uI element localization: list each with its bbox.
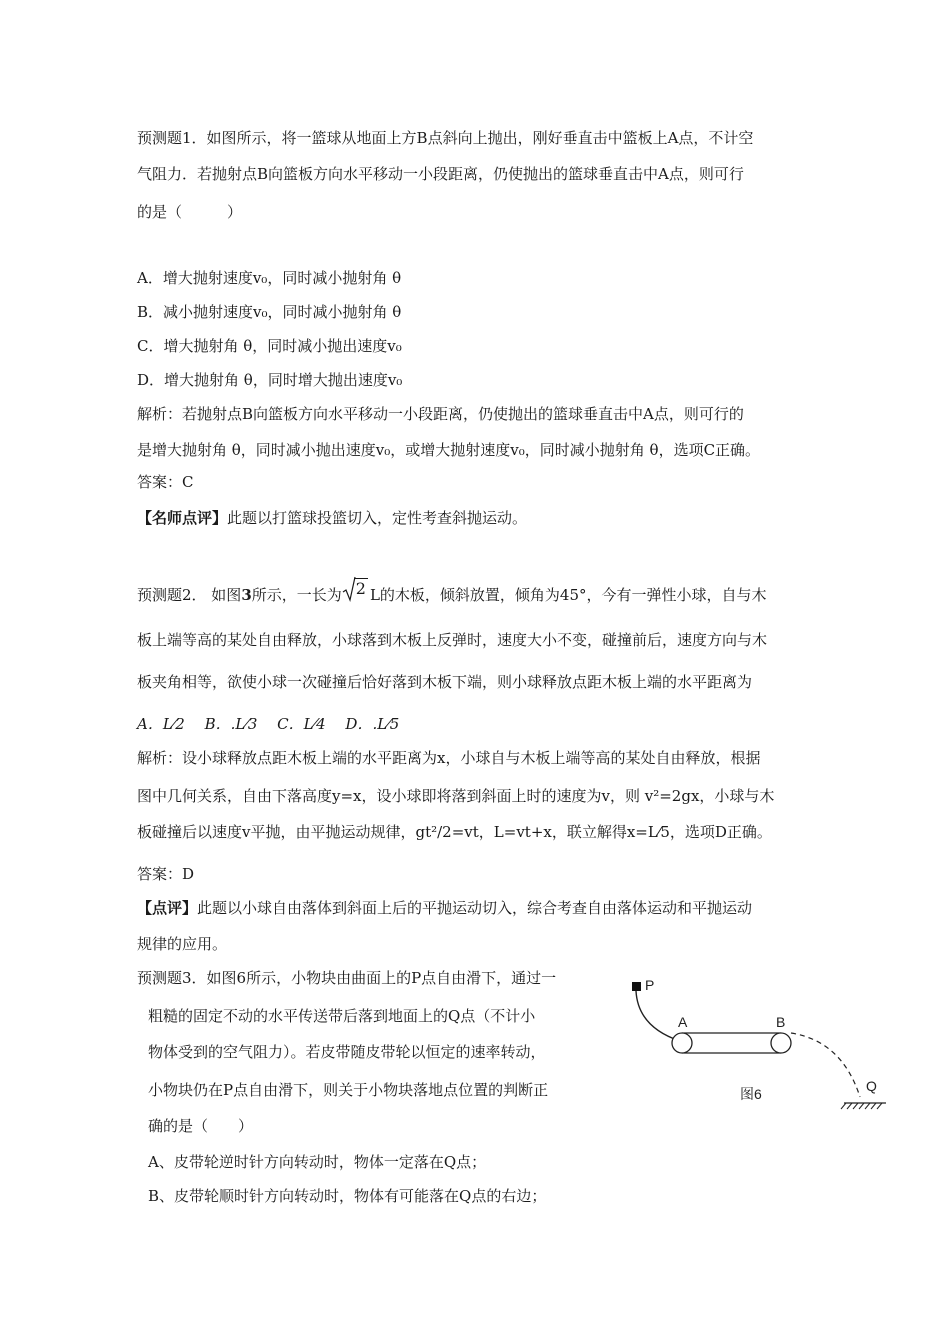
q1-stem-line2: 气阻力．若抛射点B向篮板方向水平移动一小段距离，仍使抛出的篮球垂直击中A点，则可行 [137, 165, 744, 183]
q1-option-c: C．增大抛射角 θ，同时减小抛出速度v₀ [137, 337, 402, 355]
q1-comment-text: 此题以打篮球投篮切入，定性考查斜抛运动。 [227, 509, 528, 527]
q2-options: A．L⁄2 B．.L⁄3 C．L⁄4 D．.L⁄5 [137, 715, 400, 733]
block-p [632, 982, 641, 991]
q2-prefix: 预测题2． 如图 [137, 586, 242, 604]
q2-comment-text1: 此题以小球自由落体到斜面上后的平抛运动切入，综合考查自由落体运动和平抛运动 [197, 899, 753, 917]
q3-option-a: A、皮带轮逆时针方向转动时，物体一定落在Q点； [148, 1153, 487, 1171]
figure-caption: 图6 [740, 1086, 762, 1102]
q2-rest: L的木板，倾斜放置，倾角为45°，今有一弹性小球，自与木 [369, 586, 767, 604]
q1-stem-line3: 的是（ ） [137, 203, 243, 221]
q1-comment-tag: 【名师点评】 [137, 509, 228, 527]
pulley-a [672, 1033, 692, 1053]
curved-surface [636, 991, 680, 1041]
q3-stem-line1: 预测题3．如图6所示，小物块由曲面上的P点自由滑下，通过一 [137, 969, 557, 987]
q2-stem-line2: 板上端等高的某处自由释放，小球落到木板上反弹时，速度大小不变，碰撞前后，速度方向与木 [137, 631, 768, 649]
q1-option-a: A．增大抛射速度v₀，同时减小抛射角 θ [137, 269, 402, 287]
q1-analysis-line2: 是增大抛射角 θ，同时减小抛出速度v₀，或增大抛射速度v₀，同时减小抛射角 θ，选项C正确。 [137, 441, 761, 459]
label-q: Q [866, 1078, 877, 1094]
q3-stem-line2: 粗糙的固定不动的水平传送带后落到地面上的Q点（不计小 [148, 1007, 536, 1025]
q2-analysis-line3: 板碰撞后以速度v平抛，由平抛运动规律，gt²/2=vt，L=vt+x，联立解得x=L⁄5，选项D正确。 [137, 823, 772, 841]
q1-comment [137, 508, 527, 528]
q2-analysis-line1: 解析：设小球释放点距木板上端的水平距离为x，小球自与木板上端等高的某处自由释放，根据 [137, 749, 761, 767]
q1-option-b: B．减小抛射速度v₀，同时减小抛射角 θ [137, 303, 402, 321]
q2-sqrt-number: 2 [355, 579, 366, 598]
trajectory [791, 1033, 860, 1097]
q3-stem-line5: 确的是（ ） [148, 1117, 254, 1135]
ground-hatch [841, 1103, 882, 1109]
q2-comment-line2: 规律的应用。 [137, 935, 228, 953]
q2-fig-num: 3 [241, 586, 252, 604]
pulley-b [771, 1033, 791, 1053]
figure-6 [620, 965, 890, 1115]
q2-comment-line1 [137, 898, 752, 918]
q1-stem-line1: 预测题1．如图所示，将一篮球从地面上方B点斜向上抛出，刚好垂直击中篮板上A点，不计空 [137, 129, 754, 147]
q2-analysis-line2: 图中几何关系，自由下落高度y=x，设小球即将落到斜面上时的速度为v，则 v²=2gx，小球与木 [137, 787, 775, 805]
q2-answer: 答案：D [137, 865, 195, 883]
q2-mid: 所示，一长为 [251, 586, 342, 604]
sqrt-symbol [342, 579, 368, 605]
label-p: P [645, 977, 655, 993]
q3-stem-line4: 小物块仍在P点自由滑下，则关于小物块落地点位置的判断正 [148, 1081, 549, 1099]
q3-stem-line3: 物体受到的空气阻力）。若皮带随皮带轮以恒定的速率转动， [148, 1043, 546, 1061]
q3-option-b: B、皮带轮顺时针方向转动时，物体有可能落在Q点的右边； [148, 1187, 547, 1205]
q1-option-d: D．增大抛射角 θ，同时增大抛出速度v₀ [137, 371, 403, 389]
q1-analysis-line1: 解析：若抛射点B向篮板方向水平移动一小段距离，仍使抛出的篮球垂直击中A点，则可行的 [137, 405, 744, 423]
label-b: B [776, 1014, 786, 1030]
label-a: A [678, 1014, 688, 1030]
q2-comment-tag: 【点评】 [137, 899, 198, 917]
q1-answer: 答案：C [137, 473, 194, 491]
q2-stem-line3: 板夹角相等，欲使小球一次碰撞后恰好落到木板下端，则小球释放点距木板上端的水平距离为 [137, 673, 753, 691]
q2-stem-line1 [137, 579, 767, 605]
